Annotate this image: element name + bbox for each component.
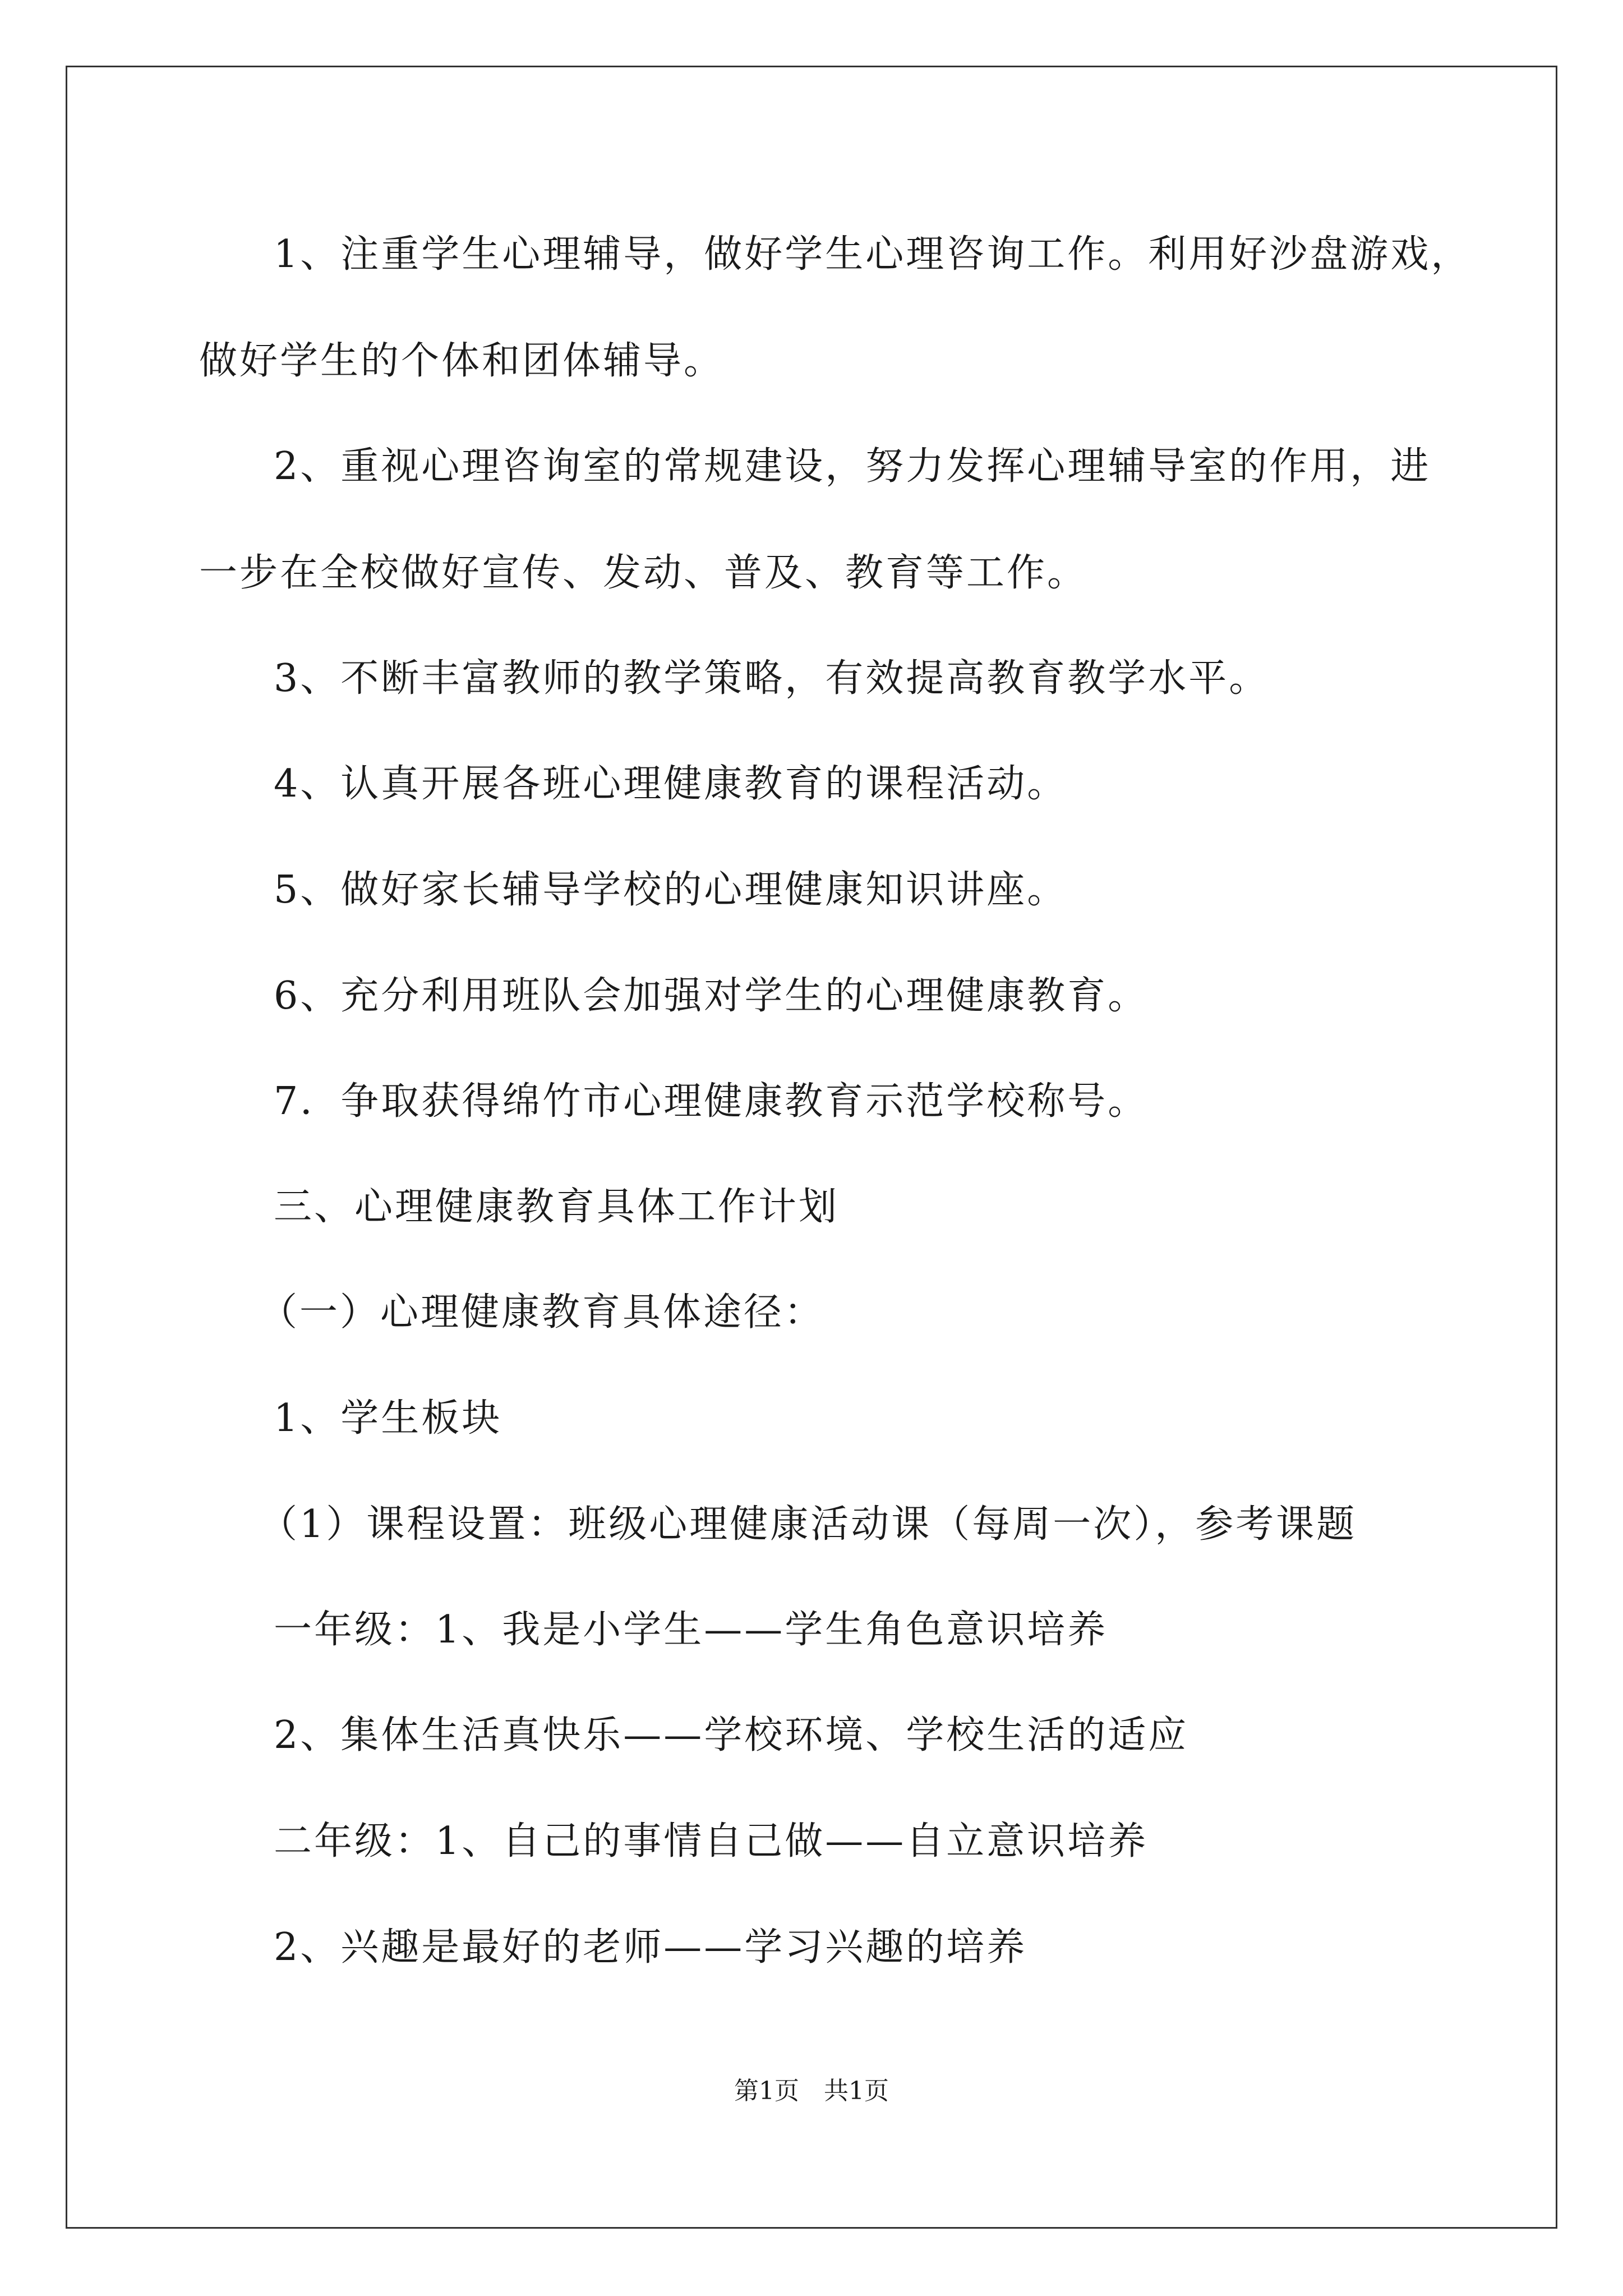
paragraph-2-line-2: 一步在全校做好宣传、发动、普及、教育等工作。 [199, 551, 1088, 595]
paragraph-6: 6、充分利用班队会加强对学生的心理健康教育。 [274, 974, 1149, 1018]
paragraph-1-line-1: 1、注重学生心理辅导，做好学生心理咨询工作。利用好沙盘游戏， [274, 232, 1472, 277]
page-footer: 第1页 共1页 [734, 2077, 889, 2105]
section-heading: 三、心理健康教育具体工作计划 [274, 1185, 840, 1229]
paragraph-5: 5、做好家长辅导学校的心理健康知识讲座。 [274, 868, 1068, 912]
paragraph-1-line-2: 做好学生的个体和团体辅导。 [199, 339, 725, 383]
subsection-heading: （一）心理健康教育具体途径： [259, 1290, 825, 1335]
paragraph-3: 3、不断丰富教师的教学策略，有效提高教育教学水平。 [274, 656, 1270, 701]
list-heading-student: 1、学生板块 [274, 1396, 502, 1441]
paragraph-4: 4、认真开展各班心理健康教育的课程活动。 [274, 762, 1068, 806]
page-border [66, 66, 1557, 2229]
grade-1-topic-2: 2、集体生活真快乐——学校环境、学校生活的适应 [274, 1713, 1189, 1757]
paragraph-7: 7．争取获得绵竹市心理健康教育示范学校称号。 [274, 1079, 1149, 1124]
paragraph-2-line-1: 2、重视心理咨询室的常规建设，努力发挥心理辅导室的作用，进 [274, 444, 1431, 489]
course-setting: （1）课程设置：班级心理健康活动课（每周一次），参考课题 [259, 1502, 1357, 1547]
grade-2-topic-2: 2、兴趣是最好的老师——学习兴趣的培养 [274, 1925, 1027, 1970]
grade-2-topic-1: 二年级：1、自己的事情自己做——自立意识培养 [274, 1819, 1149, 1864]
grade-1-topic-1: 一年级：1、我是小学生——学生角色意识培养 [274, 1608, 1108, 1652]
